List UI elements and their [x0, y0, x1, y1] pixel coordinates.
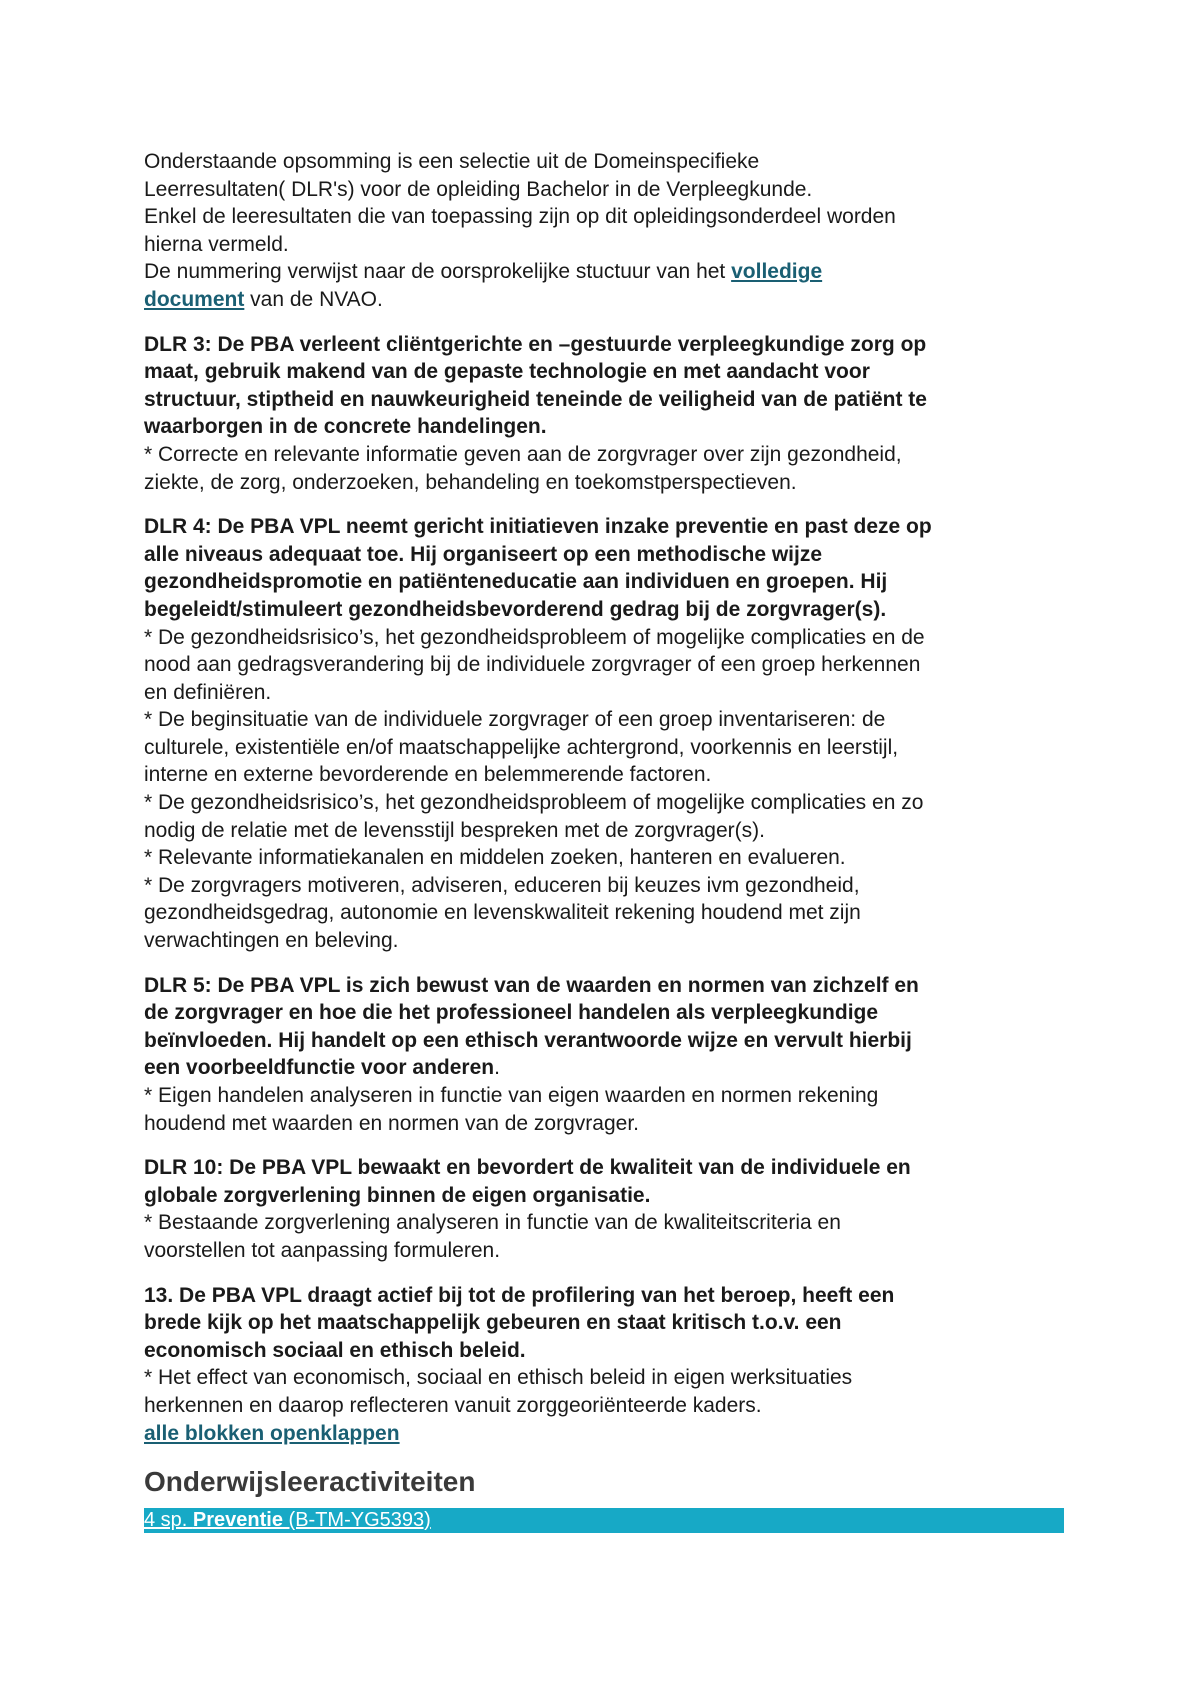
learning-outcome-item-line: * Eigen handelen analyseren in functie van eigen waarden en normen rekening — [144, 1084, 879, 1107]
learning-outcomes-list — [144, 331, 1064, 1420]
learning-outcome-heading-line: maat, gebruik makend van de gepaste technologie en met aandacht voor — [144, 360, 870, 384]
learning-outcome-item-line: * Bestaande zorgverlening analyseren in functie van de kwaliteitscriteria en — [144, 1211, 841, 1235]
learning-outcome-block — [144, 1282, 1064, 1420]
learning-outcome-heading-line: structuur, stiptheid en nauwkeurigheid teneinde de veiligheid van de patiënt te — [144, 387, 927, 411]
learning-outcome-heading-line: alle niveaus adequaat toe. Hij organiseert op een methodische wijze — [144, 542, 823, 566]
intro-line-link-end — [144, 286, 1064, 314]
learning-outcome-item-line: nood aan gedragsverandering bij de individuele zorgvrager of een groep herkennen — [144, 653, 921, 677]
learning-outcome-item-line: * De beginsituatie van de individuele zorgvrager of een groep inventariseren: de — [144, 708, 886, 732]
heading-text: een voorbeeldfunctie voor anderen — [144, 1056, 495, 1080]
learning-outcome-item-line: * Correcte en relevante informatie geven aan de zorgvrager over zijn gezondheid, — [144, 442, 902, 466]
intro-paragraph — [144, 148, 1064, 314]
learning-outcome-item-line: voorstellen tot aanpassing formuleren. — [144, 1238, 501, 1262]
course-bar[interactable] — [144, 1508, 1064, 1533]
learning-outcome-item-line: en definiëren. — [144, 680, 272, 704]
learning-outcome-heading-line: globale zorgverlening binnen de eigen organisatie. — [144, 1183, 651, 1207]
learning-outcome-heading-line: 13. De PBA VPL draagt actief bij tot de profilering van het beroep, heeft een — [144, 1283, 895, 1307]
learning-outcome-heading-line: gezondheidspromotie en patiënteneducatie aan individuen en groepen. Hij — [144, 570, 888, 594]
learning-outcome-block — [144, 1154, 1064, 1264]
learning-outcome-item-line: * De gezondheidsrisico’s, het gezondheidsprobleem of mogelijke complicaties en de — [144, 625, 925, 649]
learning-outcome-item-line: * De zorgvragers motiveren, adviseren, educeren bij keuzes ivm gezondheid, — [144, 873, 860, 897]
intro-line: hierna vermeld. — [144, 232, 289, 256]
intro-after-link: van de NVAO. — [244, 287, 383, 311]
learning-outcome-item-line: culturele, existentiële en/of maatschappelijke achtergrond, voorkennis en leerstijl, — [144, 735, 899, 759]
learning-outcome-heading-line: brede kijk op het maatschappelijk gebeuren en staat kritisch t.o.v. een — [144, 1311, 842, 1335]
intro-line: Leerresultaten( DLR's) voor de opleiding Bachelor in de Verpleegkunde. — [144, 177, 813, 201]
full-document-link-continued[interactable]: document — [144, 287, 245, 311]
document-page — [144, 148, 1064, 1533]
learning-outcome-heading-line: waarborgen in de concrete handelingen. — [144, 415, 547, 439]
link-text[interactable]: volledige — [731, 260, 823, 284]
learning-outcome-heading-line: economisch sociaal en ethisch beleid. — [144, 1338, 526, 1362]
learning-outcome-heading-line: DLR 3: De PBA verleent cliëntgerichte en –gestuurde verpleegkundige zorg op — [144, 332, 927, 356]
course-code[interactable]: (B-TM-YG5393) — [282, 1509, 431, 1532]
learning-outcome-item-line: gezondheidsgedrag, autonomie en levenskwaliteit rekening houdend met zijn — [144, 901, 861, 925]
learning-outcome-item-line: herkennen en daarop reflecteren vanuit zorggeoriënteerde kaders. — [144, 1393, 762, 1417]
learning-outcome-heading-line: beïnvloeden. Hij handelt op een ethisch verantwoorde wijze en vervult hierbij — [144, 1028, 912, 1052]
expand-all-blocks-link[interactable]: alle blokken openklappen — [144, 1421, 400, 1445]
learning-outcome-heading-line: DLR 10: De PBA VPL bewaakt en bevordert de kwaliteit van de individuele en — [144, 1156, 911, 1180]
learning-outcome-item-line: * Relevante informatiekanalen en middelen zoeken, hanteren en evalueren. — [144, 846, 846, 870]
learning-outcome-heading-line: DLR 5: De PBA VPL is zich bewust van de waarden en normen van zichzelf en — [144, 973, 919, 997]
learning-outcome-item-line: interne en externe bevorderende en belemmerende factoren. — [144, 763, 712, 787]
section-title: Onderwijsleeractiviteiten — [144, 1466, 476, 1498]
intro-line-with-link — [144, 258, 1064, 286]
learning-outcome-item-line: houdend met waarden en normen van de zorgvrager. — [144, 1111, 639, 1135]
intro-line: Onderstaande opsomming is een selectie uit de Domeinspecifieke — [144, 150, 760, 173]
course-credits[interactable]: 4 sp. — [144, 1509, 193, 1532]
learning-outcome-block — [144, 513, 1064, 955]
learning-outcome-item-line: verwachtingen en beleving. — [144, 929, 399, 953]
learning-outcome-item-line: * Het effect van economisch, sociaal en ethisch beleid in eigen werksituaties — [144, 1366, 853, 1390]
learning-outcome-item-line: ziekte, de zorg, onderzoeken, behandeling en toekomstperspectieven. — [144, 470, 797, 494]
intro-line: De nummering verwijst naar de oorsprokelijke stuctuur van het — [144, 260, 726, 284]
learning-outcome-block — [144, 972, 1064, 1138]
full-document-link[interactable] — [731, 260, 822, 283]
learning-outcome-heading-line — [144, 1054, 1064, 1082]
learning-outcome-item-line: * De gezondheidsrisico’s, het gezondheidsprobleem of mogelijke complicaties en zo — [144, 791, 924, 815]
learning-outcome-heading-line: DLR 4: De PBA VPL neemt gericht initiatieven inzake preventie en past deze op — [144, 515, 932, 539]
heading-tail: . — [494, 1056, 500, 1080]
learning-outcome-block — [144, 331, 1064, 497]
learning-outcome-item-line: nodig de relatie met de levensstijl bespreken met de zorgvrager(s). — [144, 818, 765, 842]
learning-outcome-heading-line: begeleidt/stimuleert gezondheidsbevorderend gedrag bij de zorgvrager(s). — [144, 597, 887, 621]
intro-line: Enkel de leeresultaten die van toepassing zijn op dit opleidingsonderdeel worden — [144, 205, 896, 229]
learning-outcome-heading-line: de zorgvrager en hoe die het professioneel handelen als verpleegkundige — [144, 1001, 879, 1025]
course-name-link[interactable]: Preventie — [192, 1509, 283, 1532]
